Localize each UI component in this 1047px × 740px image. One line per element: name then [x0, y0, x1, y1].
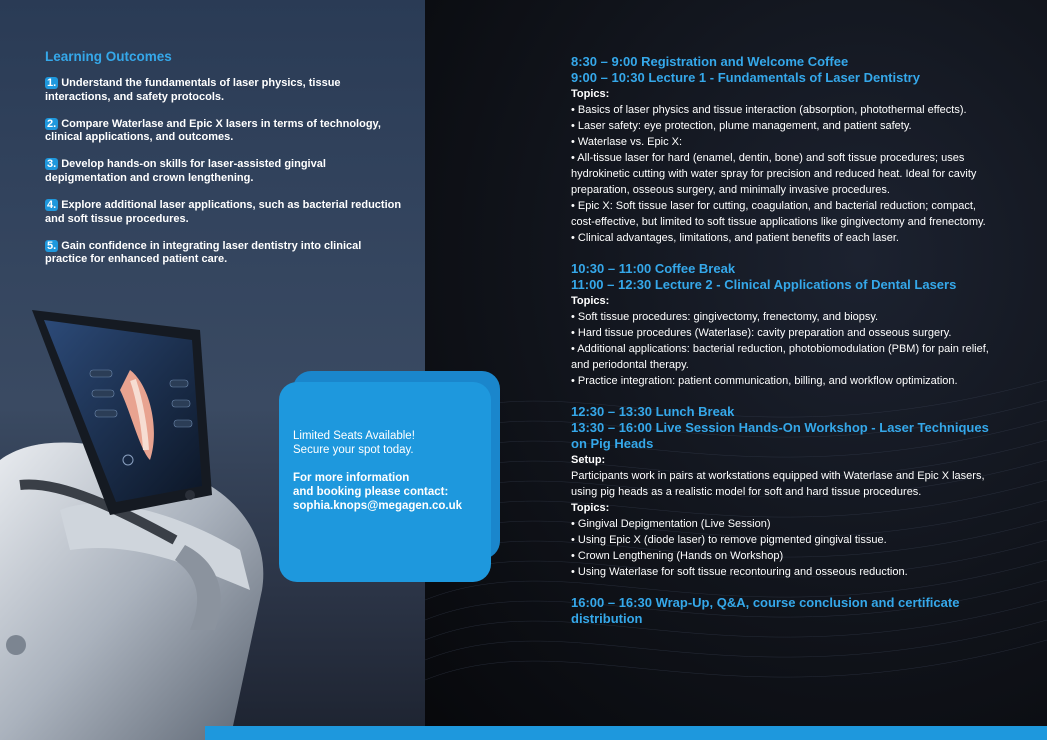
outcome-item: 1. Understand the fundamentals of laser physics, tissue interactions, and safety protocols. [45, 77, 341, 103]
schedule-block-wrapup [571, 595, 1001, 627]
time-slot: 9:00 – 10:30 Lecture 1 - Fundamentals of Laser Dentistry [571, 70, 920, 85]
course-schedule [571, 54, 1001, 642]
schedule-block-midmorning [571, 261, 1001, 389]
time-slot: 12:30 – 13:30 Lunch Break [571, 404, 735, 419]
topic-item: • Gingival Depigmentation (Live Session) [571, 518, 771, 530]
time-slot: 11:00 – 12:30 Lecture 2 - Clinical Applications of Dental Lasers [571, 277, 957, 292]
schedule-block-morning [571, 54, 1001, 246]
left-panel [0, 0, 425, 740]
topics-label: Topics: [571, 295, 610, 307]
booking-callout [279, 382, 491, 582]
topic-item: • Epic X: Soft tissue laser for cutting, coagulation, and bacterial reduction; compact, cost-effective, but limited to soft tissue applications like gingivectomy and frenectomy. [571, 200, 986, 228]
time-slot: 10:30 – 11:00 Coffee Break [571, 261, 736, 276]
topics-label: Topics: [571, 502, 610, 514]
topic-item: • Basics of laser physics and tissue interaction (absorption, photothermal effects). [571, 104, 967, 116]
topic-item: • Hard tissue procedures (Waterlase): cavity preparation and osseous surgery. [571, 327, 952, 339]
outcome-item: 5. Gain confidence in integrating laser dentistry into clinical practice for enhanced patient care. [45, 239, 362, 266]
topic-item: • Soft tissue procedures: gingivectomy, frenectomy, and biopsy. [571, 311, 879, 323]
time-slot: 16:00 – 16:30 Wrap-Up, Q&A, course conclusion and certificate distribution [571, 595, 960, 626]
outcome-item: 3. Develop hands-on skills for laser-assisted gingival depigmentation and crown lengthening. [45, 158, 326, 184]
schedule-block-afternoon [571, 404, 1001, 580]
seats-notice: Limited Seats Available! Secure your spot today. [293, 430, 415, 456]
topic-item: • Clinical advantages, limitations, and patient benefits of each laser. [571, 232, 899, 244]
setup-text: Participants work in pairs at workstations equipped with Waterlase and Epic X lasers, using pig heads as a realistic model for soft and hard tissue procedures. [571, 470, 985, 498]
bottom-accent-bar [205, 726, 1047, 740]
topic-item: • All-tissue laser for hard (enamel, dentin, bone) and soft tissue procedures; uses hydrokinetic cutting with water spray for precision and reduced heat. Ideal for cavity preparation, osseous surgery, and minimally invasive procedures. [571, 152, 977, 196]
topics-label: Topics: [571, 88, 610, 100]
topic-item: • Practice integration: patient communication, billing, and workflow optimization. [571, 375, 958, 387]
topic-item: • Crown Lengthening (Hands on Workshop) [571, 550, 784, 562]
learning-outcomes [45, 49, 405, 280]
outcome-item: 2. Compare Waterlase and Epic X lasers in terms of technology, clinical applications, and outcomes. [45, 117, 381, 144]
contact-email[interactable]: sophia.knops@megagen.co.uk [293, 500, 463, 512]
time-slot: 8:30 – 9:00 Registration and Welcome Coffee [571, 54, 849, 69]
laser-device-image [0, 290, 280, 740]
time-slot: 13:30 – 16:00 Live Session Hands-On Workshop - Laser Techniques on Pig Heads [571, 420, 989, 451]
topic-item: • Using Epic X (diode laser) to remove pigmented gingival tissue. [571, 534, 887, 546]
topic-item: • Laser safety: eye protection, plume management, and patient safety. [571, 120, 912, 132]
outcome-item: 4. Explore additional laser applications, such as bacterial reduction and soft tissue procedures. [45, 199, 402, 225]
topic-item: • Additional applications: bacterial reduction, photobiomodulation (PBM) for pain relief, and periodontal therapy. [571, 343, 989, 371]
topic-item: • Using Waterlase for soft tissue recontouring and osseous reduction. [571, 566, 908, 578]
topic-item: • Waterlase vs. Epic X: [571, 136, 683, 148]
setup-label: Setup: [571, 454, 606, 466]
learning-outcomes-title: Learning Outcomes [45, 49, 172, 64]
contact-info: For more information and booking please contact: sophia.knops@megagen.co.uk [293, 472, 463, 512]
